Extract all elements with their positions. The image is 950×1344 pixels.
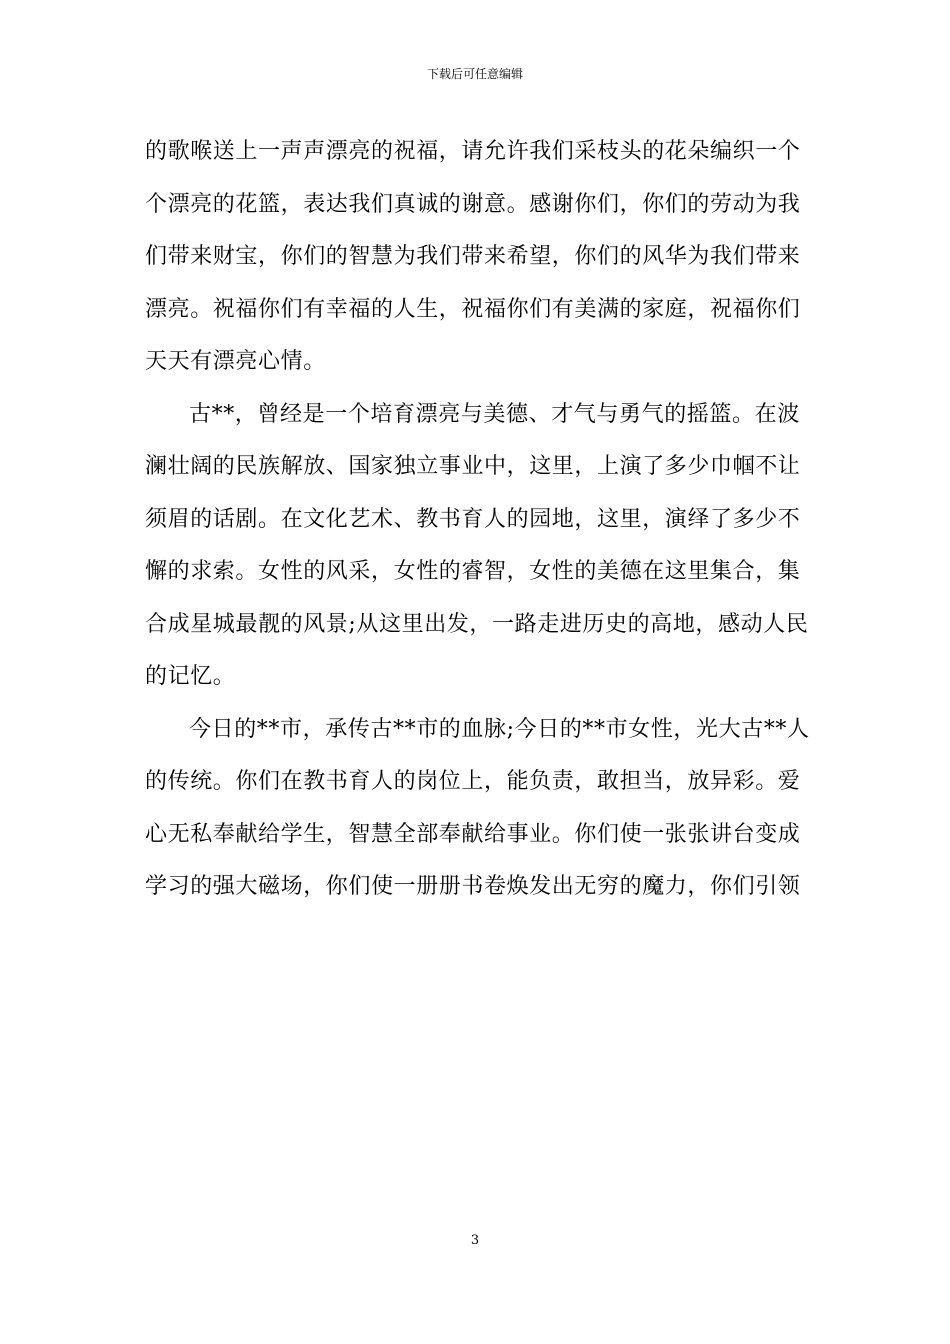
- text-line: 漂亮。祝福你们有幸福的人生，祝福你们有美满的家庭，祝福你们: [145, 296, 801, 322]
- paragraph-start-line: 今日的**市，承传古**市的血脉;今日的**市女性，光大古**人: [189, 716, 810, 742]
- text-line: 的传统。你们在教书育人的岗位上，能负责，敢担当，放异彩。爱: [145, 769, 801, 794]
- text-line: 的记忆。: [145, 664, 236, 689]
- body-text: [145, 126, 810, 914]
- text-line: 心无私奉献给学生，智慧全部奉献给事业。你们使一张张讲台变成: [145, 821, 801, 847]
- text-line: 须眉的话剧。在文化艺术、教书育人的园地，这里，演绎了多少不: [145, 506, 801, 532]
- text-line: 的歌喉送上一声声漂亮的祝福，请允许我们采枝头的花朵编织一个: [145, 139, 801, 164]
- text-line: 个漂亮的花篮，表达我们真诚的谢意。感谢你们，你们的劳动为我: [145, 191, 801, 217]
- text-line: 澜壮阔的民族解放、国家独立事业中，这里，上演了多少巾帼不让: [145, 454, 801, 479]
- text-line: 合成星城最靓的风景;从这里出发，一路走进历史的高地，感动人民: [145, 611, 809, 637]
- text-line: 学习的强大磁场，你们使一册册书卷焕发出无穷的魔力，你们引领: [145, 874, 801, 899]
- paragraph-start-line: 古**，曾经是一个培育漂亮与美德、才气与勇气的摇篮。在波: [189, 401, 800, 427]
- text-line: 懈的求索。女性的风采，女性的睿智，女性的美德在这里集合，集: [145, 559, 801, 584]
- text-line: 们带来财宝，你们的智慧为我们带来希望，你们的风华为我们带来: [145, 244, 801, 269]
- page-header: 下载后可任意编辑: [426, 67, 523, 81]
- text-line: 天天有漂亮心情。: [145, 349, 326, 374]
- page-number: 3: [470, 1233, 480, 1248]
